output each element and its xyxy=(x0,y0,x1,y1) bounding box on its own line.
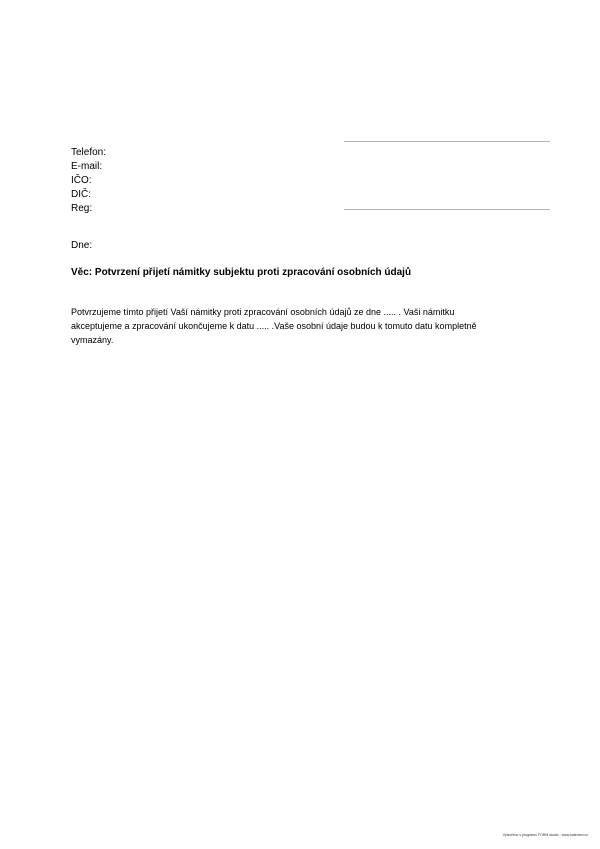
body-line: Potvrzujeme tímto přijetí Vaší námitky proti zpracování osobních údajů ze dne ..... . Vaši námitku xyxy=(71,307,455,317)
subject-heading: Věc: Potvrzení přijetí námitky subjektu proti zpracování osobních údajů xyxy=(71,267,412,278)
dic-label: DIČ: xyxy=(71,189,91,200)
signature-rule-top xyxy=(344,141,550,142)
reg-label: Reg: xyxy=(71,203,93,214)
signature-rule-bottom xyxy=(344,209,550,210)
email-label: E-mail: xyxy=(71,161,103,172)
contact-block xyxy=(71,146,106,216)
body-line: akceptujeme a zpracování ukončujeme k datu ..... .Vaše osobní údaje budou k tomuto datu kompletně xyxy=(71,321,477,331)
footer-credit: Vytvořeno v programu FORM studio - www.katemeo.cz xyxy=(502,833,588,837)
body-paragraph xyxy=(71,305,477,347)
phone-label: Telefon: xyxy=(71,147,107,158)
date-label: Dne: xyxy=(71,240,93,251)
body-line: vymazány. xyxy=(71,335,114,345)
ico-label: IČO: xyxy=(71,175,92,186)
